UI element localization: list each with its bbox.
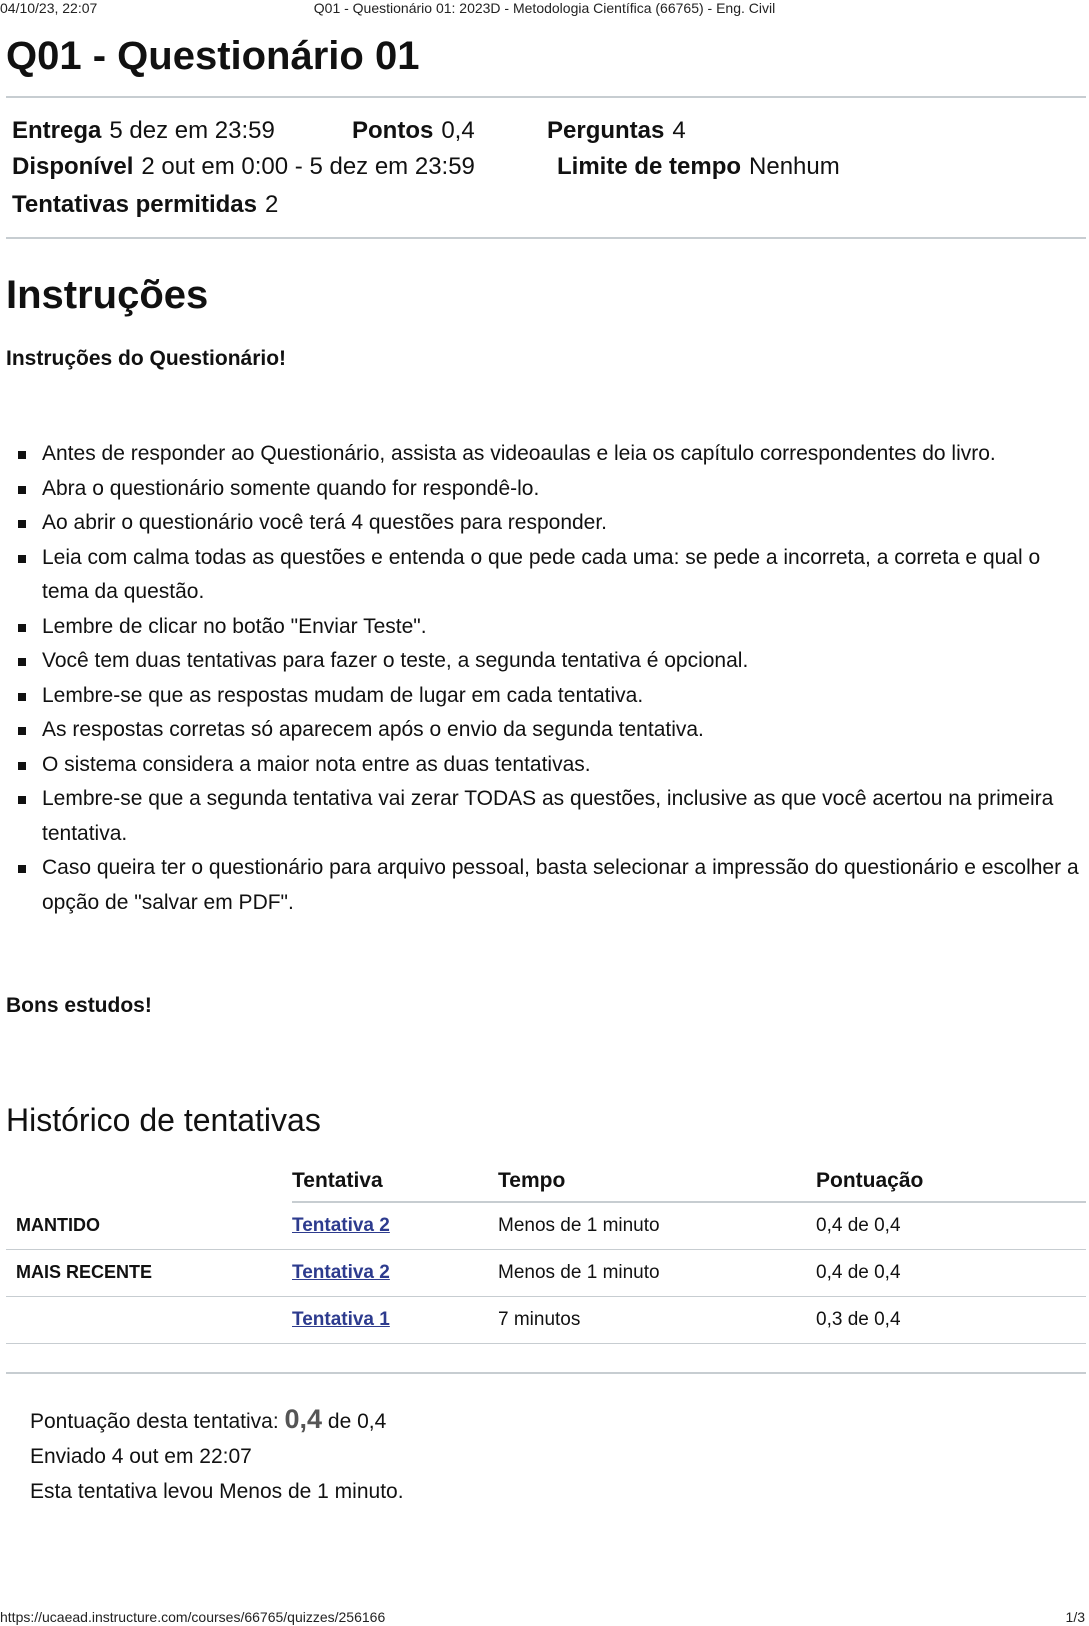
- row-time: Menos de 1 minuto: [498, 1249, 816, 1296]
- row-time: Menos de 1 minuto: [498, 1202, 816, 1249]
- attempt-link[interactable]: Tentativa 1: [292, 1308, 390, 1330]
- row-status: MAIS RECENTE: [6, 1249, 292, 1296]
- attempt-submitted: Enviado 4 out em 22:07: [30, 1444, 252, 1468]
- list-item: Caso queira ter o questionário para arquivo pessoal, basta selecionar a impressão do questionário e escolher a opção de "salvar em PDF".: [6, 851, 1086, 920]
- quiz-details: [6, 96, 1086, 239]
- print-header: [0, 0, 1089, 18]
- bullet-icon: [18, 520, 26, 528]
- bullet-icon: [18, 624, 26, 632]
- attempt-history-table: [6, 1160, 1086, 1344]
- attempt-score-value: 0,4: [284, 1403, 323, 1434]
- instructions-heading: Instruções: [6, 273, 209, 317]
- details-row-3: [12, 186, 1082, 224]
- row-attempt: [292, 1202, 498, 1249]
- row-time: 7 minutos: [498, 1296, 816, 1343]
- list-item: Antes de responder ao Questionário, assista as videoaulas e leia os capítulo correspondentes do livro.: [6, 437, 1086, 472]
- detail-entrega: Entrega 5 dez em 23:59: [12, 117, 275, 144]
- detail-disponivel: Disponível 2 out em 0:00 - 5 dez em 23:59: [12, 153, 475, 180]
- bullet-icon: [18, 727, 26, 735]
- instructions-list: [6, 437, 1086, 920]
- table-row: [6, 1202, 1086, 1249]
- bullet-icon: [18, 865, 26, 873]
- bullet-icon: [18, 762, 26, 770]
- list-item: Lembre de clicar no botão "Enviar Teste".: [6, 610, 1086, 645]
- instructions-subheading: Instruções do Questionário!: [6, 347, 287, 370]
- table-row: [6, 1249, 1086, 1296]
- table-header-row: [6, 1160, 1086, 1202]
- detail-perguntas: Perguntas 4: [547, 117, 686, 144]
- print-document-title: Q01 - Questionário 01: 2023D - Metodologia Científica (66765) - Eng. Civil: [313, 0, 776, 16]
- list-item: Abra o questionário somente quando for respondê-lo.: [6, 472, 1086, 507]
- column-header-status: [6, 1160, 292, 1202]
- print-date: 04/10/23, 22:07: [0, 0, 98, 16]
- detail-tentativas: Tentativas permitidas 2: [12, 191, 279, 218]
- bullet-icon: [18, 658, 26, 666]
- list-item: Lembre-se que a segunda tentativa vai zerar TODAS as questões, inclusive as que você acertou na primeira tentativa.: [6, 782, 1086, 851]
- row-attempt: [292, 1296, 498, 1343]
- row-score: 0,4 de 0,4: [816, 1202, 1086, 1249]
- bullet-icon: [18, 486, 26, 494]
- detail-limite-tempo: Limite de tempo Nenhum: [557, 153, 840, 180]
- column-header-pontuacao: Pontuação: [816, 1160, 1086, 1202]
- list-item: O sistema considera a maior nota entre as duas tentativas.: [6, 748, 1086, 783]
- list-item: As respostas corretas só aparecem após o envio da segunda tentativa.: [6, 713, 1086, 748]
- column-header-tentativa: Tentativa: [292, 1160, 498, 1202]
- list-item: Lembre-se que as respostas mudam de lugar em cada tentativa.: [6, 679, 1086, 714]
- print-page-number: 1/3: [1065, 1609, 1085, 1625]
- list-item: Você tem duas tentativas para fazer o teste, a segunda tentativa é opcional.: [6, 644, 1086, 679]
- row-status: MANTIDO: [6, 1202, 292, 1249]
- bullet-icon: [18, 555, 26, 563]
- attempt-link[interactable]: Tentativa 2: [292, 1214, 390, 1236]
- list-item: Leia com calma todas as questões e entenda o que pede cada uma: se pede a incorreta, a correta e qual o tema da questão.: [6, 541, 1086, 610]
- closing-text: Bons estudos!: [6, 994, 152, 1017]
- details-row-1: [12, 112, 1082, 150]
- row-attempt: [292, 1249, 498, 1296]
- details-row-2: [12, 148, 1082, 186]
- row-status: [6, 1296, 292, 1343]
- attempt-duration: Esta tentativa levou Menos de 1 minuto.: [30, 1479, 404, 1503]
- history-heading: Histórico de tentativas: [6, 1102, 321, 1138]
- row-score: 0,4 de 0,4: [816, 1249, 1086, 1296]
- detail-pontos: Pontos 0,4: [352, 117, 475, 144]
- attempt-link[interactable]: Tentativa 2: [292, 1261, 390, 1283]
- list-item: Ao abrir o questionário você terá 4 questões para responder.: [6, 506, 1086, 541]
- column-header-tempo: Tempo: [498, 1160, 816, 1202]
- quiz-content: [6, 26, 1086, 1509]
- bullet-icon: [18, 796, 26, 804]
- attempt-score: Pontuação desta tentativa: 0,4 de 0,4: [30, 1403, 387, 1434]
- print-url: https://ucaead.instructure.com/courses/66765/quizzes/256166: [0, 1609, 386, 1625]
- print-footer: [0, 1609, 1089, 1626]
- table-row: [6, 1296, 1086, 1343]
- bullet-icon: [18, 693, 26, 701]
- bullet-icon: [18, 451, 26, 459]
- page-title: Q01 - Questionário 01: [6, 34, 420, 78]
- attempt-summary: [6, 1372, 1086, 1509]
- row-score: 0,3 de 0,4: [816, 1296, 1086, 1343]
